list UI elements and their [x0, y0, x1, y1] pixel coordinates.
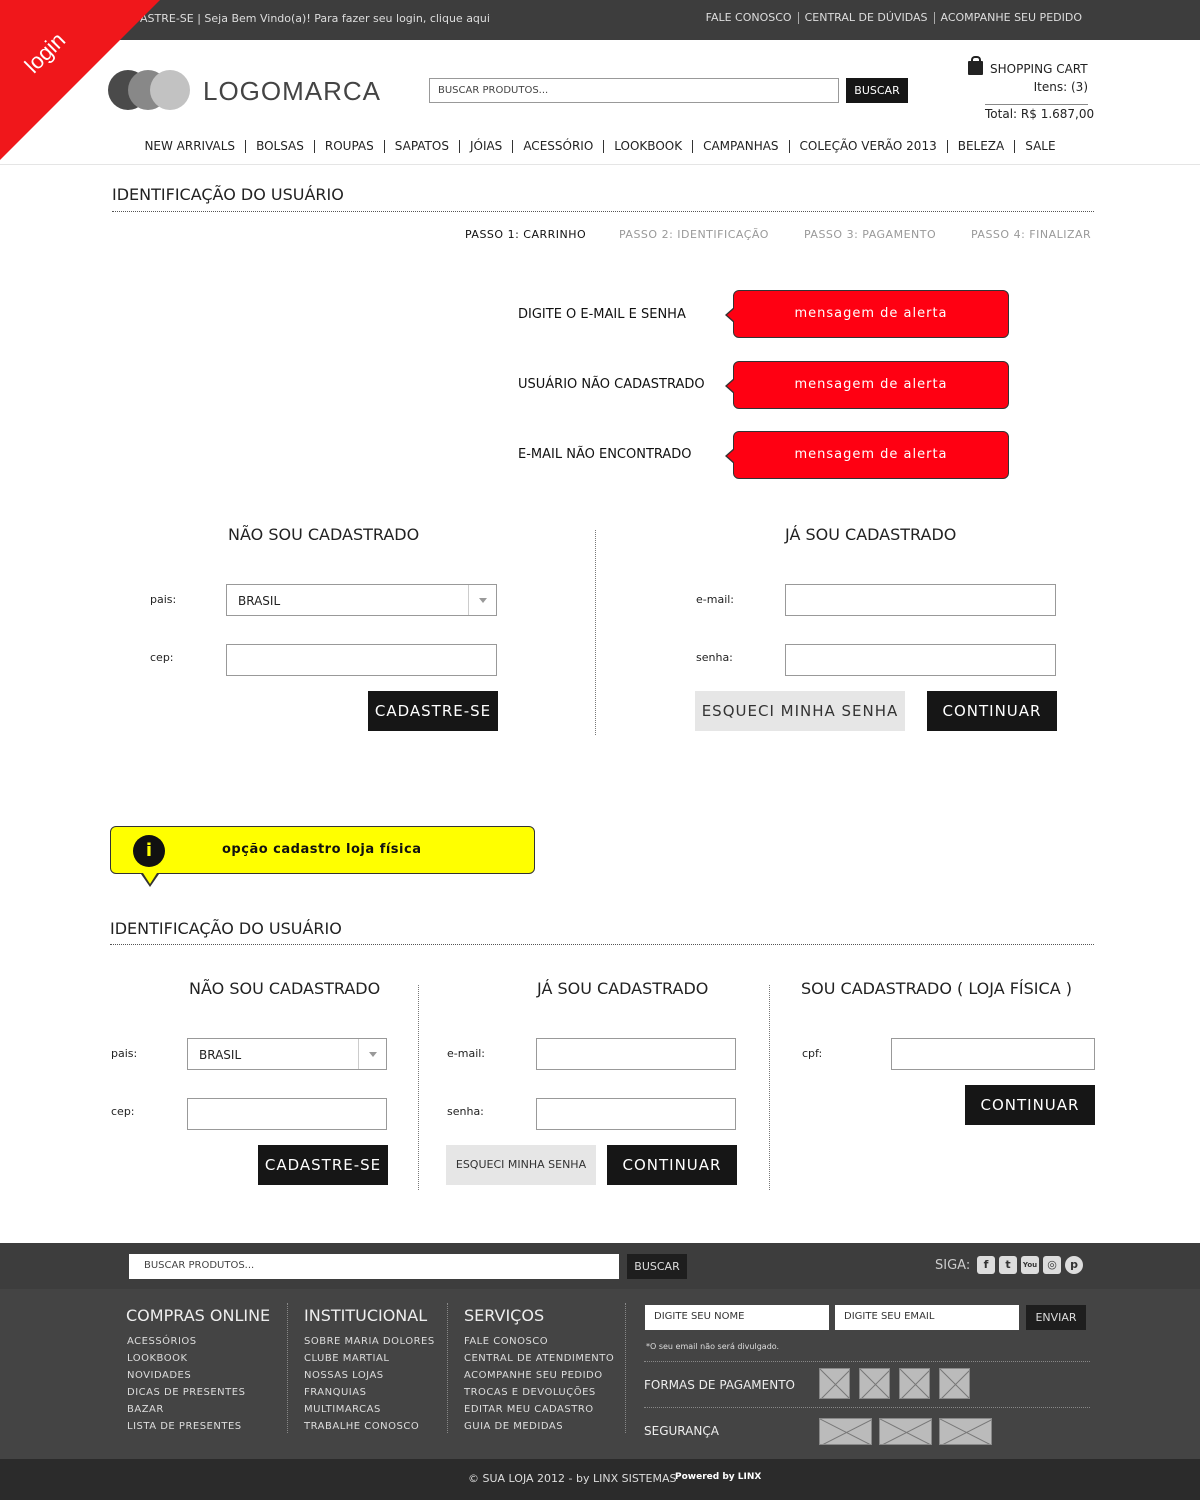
cep-input[interactable] — [226, 644, 497, 676]
email-input[interactable] — [785, 584, 1056, 616]
ribbon-label[interactable]: login — [19, 27, 71, 78]
footer-link[interactable]: LISTA DE PRESENTES — [127, 1421, 242, 1432]
note-tail-fill — [143, 873, 157, 884]
page-title-2: IDENTIFICAÇÃO DO USUÁRIO — [110, 919, 342, 938]
info-note — [110, 826, 535, 874]
nav-sale[interactable]: SALE — [1014, 140, 1065, 153]
newsletter-email-input[interactable]: DIGITE SEU EMAIL — [835, 1305, 1019, 1330]
step-2: PASSO 2: IDENTIFICAÇÃO — [619, 228, 769, 241]
email-input-2[interactable] — [536, 1038, 736, 1070]
pais-label-2: pais: — [111, 1047, 138, 1060]
new-user-title-2: NÃO SOU CADASTRADO — [189, 979, 381, 998]
cart-total — [985, 104, 1095, 121]
top-link-central-duvidas[interactable]: CENTRAL DE DÚVIDAS — [798, 12, 934, 24]
footer-link[interactable]: EDITAR MEU CADASTRO — [464, 1404, 594, 1415]
chevron-down-icon[interactable] — [468, 585, 496, 615]
footer-link[interactable]: GUIA DE MEDIDAS — [464, 1421, 564, 1432]
nav-colecao-verao[interactable]: COLEÇÃO VERÃO 2013 — [789, 140, 947, 153]
footer-link[interactable]: TRABALHE CONOSCO — [304, 1421, 420, 1432]
step-1: PASSO 1: CARRINHO — [465, 228, 587, 241]
pais-select-2[interactable] — [187, 1038, 387, 1070]
nav-roupas[interactable]: ROUPAS — [314, 140, 384, 153]
forgot-password-button-2[interactable]: ESQUECI MINHA SENHA — [446, 1145, 596, 1185]
cart-items-label: Itens: — [1033, 80, 1068, 94]
title-divider-2 — [110, 944, 1094, 945]
footer-link[interactable]: MULTIMARCAS — [304, 1404, 381, 1415]
footer-search-input[interactable]: BUSCAR PRODUTOS... — [129, 1254, 619, 1279]
footer-link[interactable]: CENTRAL DE ATENDIMENTO — [464, 1353, 615, 1364]
footer-link[interactable]: TROCAS E DEVOLUÇÕES — [464, 1387, 596, 1398]
footer-col-servicos — [464, 1333, 614, 1435]
footer-hdivider — [644, 1361, 1090, 1362]
column-divider-2a — [418, 985, 419, 1190]
security-seal-placeholder — [879, 1418, 932, 1445]
instagram-icon[interactable]: ◎ — [1043, 1256, 1061, 1274]
login-ribbon[interactable] — [0, 0, 160, 160]
alert-label-email-nao-encontrado: E-MAIL NÃO ENCONTRADO — [518, 447, 692, 462]
footer-link[interactable]: NOSSAS LOJAS — [304, 1370, 384, 1381]
ribbon-triangle — [0, 0, 160, 160]
continue-button-2[interactable]: CONTINUAR — [607, 1145, 737, 1185]
youtube-icon[interactable]: You — [1021, 1256, 1039, 1274]
payment-logo-placeholder — [899, 1368, 930, 1399]
new-user-title: NÃO SOU CADASTRADO — [228, 525, 420, 544]
alert-label-nao-cadastrado: USUÁRIO NÃO CADASTRADO — [518, 377, 705, 392]
footer-col-institucional-title: INSTITUCIONAL — [304, 1306, 428, 1325]
newsletter-name-input[interactable]: DIGITE SEU NOME — [645, 1305, 829, 1330]
existing-user-title-2: JÁ SOU CADASTRADO — [537, 979, 709, 998]
cadastre-se-button[interactable]: CADASTRE-SE — [368, 691, 498, 731]
senha-label-2: senha: — [447, 1105, 484, 1118]
nav-bolsas[interactable]: BOLSAS — [245, 140, 314, 153]
alert-bubble: mensagem de alerta — [733, 431, 1009, 479]
column-divider — [595, 530, 596, 735]
footer-search-button[interactable]: BUSCAR — [627, 1254, 687, 1279]
footer-bottom — [0, 1459, 1200, 1500]
footer-divider — [447, 1303, 448, 1433]
chevron-down-icon[interactable] — [358, 1039, 386, 1069]
shopping-bag-icon — [968, 61, 983, 75]
payment-label: FORMAS DE PAGAMENTO — [644, 1378, 795, 1392]
alert-label-email-senha: DIGITE O E-MAIL E SENHA — [518, 307, 686, 322]
email-label-2: e-mail: — [447, 1047, 486, 1060]
info-icon: i — [133, 835, 165, 867]
senha-label: senha: — [696, 651, 733, 664]
step-4: PASSO 4: FINALIZAR — [971, 228, 1092, 241]
pinterest-icon[interactable]: p — [1065, 1256, 1083, 1274]
footer-col-institucional — [304, 1333, 435, 1435]
logo-text: LOGOMARCA — [203, 76, 382, 106]
footer-link[interactable]: SOBRE MARIA DOLORES — [304, 1336, 435, 1347]
alert-bubble: mensagem de alerta — [733, 361, 1009, 409]
top-bar — [0, 0, 1200, 40]
senha-input[interactable] — [785, 644, 1056, 676]
pais-select[interactable] — [226, 584, 497, 616]
copyright: © SUA LOJA 2012 - by LINX SISTEMAS — [468, 1472, 677, 1485]
footer-hdivider — [644, 1407, 1090, 1408]
nav-acessorio[interactable]: ACESSÓRIO — [512, 140, 603, 153]
payment-logo-placeholder — [939, 1368, 970, 1399]
security-seal-placeholder — [819, 1418, 872, 1445]
continue-store-button[interactable]: CONTINUAR — [965, 1085, 1095, 1125]
nav-sapatos[interactable]: SAPATOS — [384, 140, 459, 153]
cep-label-2: cep: — [111, 1105, 135, 1118]
footer-link[interactable]: ACESSÓRIOS — [127, 1336, 197, 1347]
alert-bubble: mensagem de alerta — [733, 290, 1009, 338]
top-link-fale-conosco[interactable]: FALE CONOSCO — [705, 11, 792, 24]
top-link-acompanhe-pedido[interactable]: ACOMPANHE SEU PEDIDO — [934, 12, 1088, 24]
nav-joias[interactable]: JÓIAS — [459, 140, 512, 153]
step-3: PASSO 3: PAGAMENTO — [804, 228, 937, 241]
linx-text: Powered by LINX — [675, 1472, 762, 1482]
security-label: SEGURANÇA — [644, 1424, 719, 1438]
footer-link[interactable]: ACOMPANHE SEU PEDIDO — [464, 1370, 603, 1381]
info-text: opção cadastro loja física — [222, 842, 422, 857]
cart-title: SHOPPING CART — [990, 62, 1088, 76]
footer-link[interactable]: LOOKBOOK — [127, 1353, 188, 1364]
pais-value-2: BRASIL — [199, 1048, 242, 1062]
cep-input-2[interactable] — [187, 1098, 387, 1130]
nav-divider — [0, 164, 1200, 165]
search-button[interactable]: BUSCAR — [846, 78, 908, 103]
forgot-password-button[interactable]: ESQUECI MINHA SENHA — [695, 691, 905, 731]
newsletter-submit-button[interactable]: ENVIAR — [1026, 1305, 1086, 1330]
footer-link[interactable]: FALE CONOSCO — [464, 1336, 549, 1347]
existing-user-title: JÁ SOU CADASTRADO — [785, 525, 957, 544]
footer-divider — [625, 1303, 626, 1433]
cart-items-count: (3) — [1071, 80, 1088, 94]
page-title: IDENTIFICAÇÃO DO USUÁRIO — [112, 185, 344, 204]
main-nav — [0, 140, 1200, 153]
nav-campanhas[interactable]: CAMPANHAS — [692, 140, 788, 153]
cadastre-se-button-2[interactable]: CADASTRE-SE — [258, 1145, 388, 1185]
top-links — [700, 12, 1088, 24]
footer-link[interactable]: DICAS DE PRESENTES — [127, 1387, 246, 1398]
newsletter-note: *O seu email não será divulgado. — [646, 1342, 780, 1351]
store-user-title: SOU CADASTRADO ( LOJA FÍSICA ) — [801, 979, 1072, 998]
cart-total-value: R$ 1.687,00 — [1020, 107, 1095, 121]
column-divider-2b — [769, 985, 770, 1190]
footer-divider — [287, 1303, 288, 1433]
siga-label: SIGA: — [935, 1258, 971, 1273]
footer-link[interactable]: BAZAR — [127, 1404, 164, 1415]
senha-input-2[interactable] — [536, 1098, 736, 1130]
continue-button[interactable]: CONTINUAR — [927, 691, 1057, 731]
pais-value: BRASIL — [238, 594, 281, 608]
payment-logo-placeholder — [859, 1368, 890, 1399]
linx-logo[interactable] — [675, 1469, 761, 1482]
pais-label: pais: — [150, 593, 177, 606]
footer-col-servicos-title: SERVIÇOS — [464, 1306, 545, 1325]
welcome-text[interactable]: ASTRE-SE | Seja Bem Vindo(a)! Para fazer seu login, clique aqui — [140, 12, 490, 25]
cart-total-label: Total: — [985, 107, 1018, 121]
footer-link[interactable]: CLUBE MARTIAL — [304, 1353, 390, 1364]
email-label: e-mail: — [696, 593, 735, 606]
search-input[interactable]: BUSCAR PRODUTOS... — [429, 78, 839, 103]
cpf-input[interactable] — [891, 1038, 1095, 1070]
footer-col-compras — [127, 1333, 245, 1435]
cep-label: cep: — [150, 651, 174, 664]
payment-logo-placeholder — [819, 1368, 850, 1399]
twitter-icon[interactable]: t — [999, 1256, 1017, 1274]
cpf-label: cpf: — [802, 1047, 823, 1060]
footer-col-compras-title: COMPRAS ONLINE — [126, 1306, 271, 1325]
facebook-icon[interactable]: f — [977, 1256, 995, 1274]
title-divider — [112, 211, 1094, 212]
nav-beleza[interactable]: BELEZA — [947, 140, 1015, 153]
footer-link[interactable]: FRANQUIAS — [304, 1387, 367, 1398]
nav-lookbook[interactable]: LOOKBOOK — [603, 140, 692, 153]
nav-new-arrivals[interactable]: NEW ARRIVALS — [144, 139, 236, 153]
security-seal-placeholder — [939, 1418, 992, 1445]
cart-items — [1034, 80, 1088, 94]
footer-link[interactable]: NOVIDADES — [127, 1370, 192, 1381]
